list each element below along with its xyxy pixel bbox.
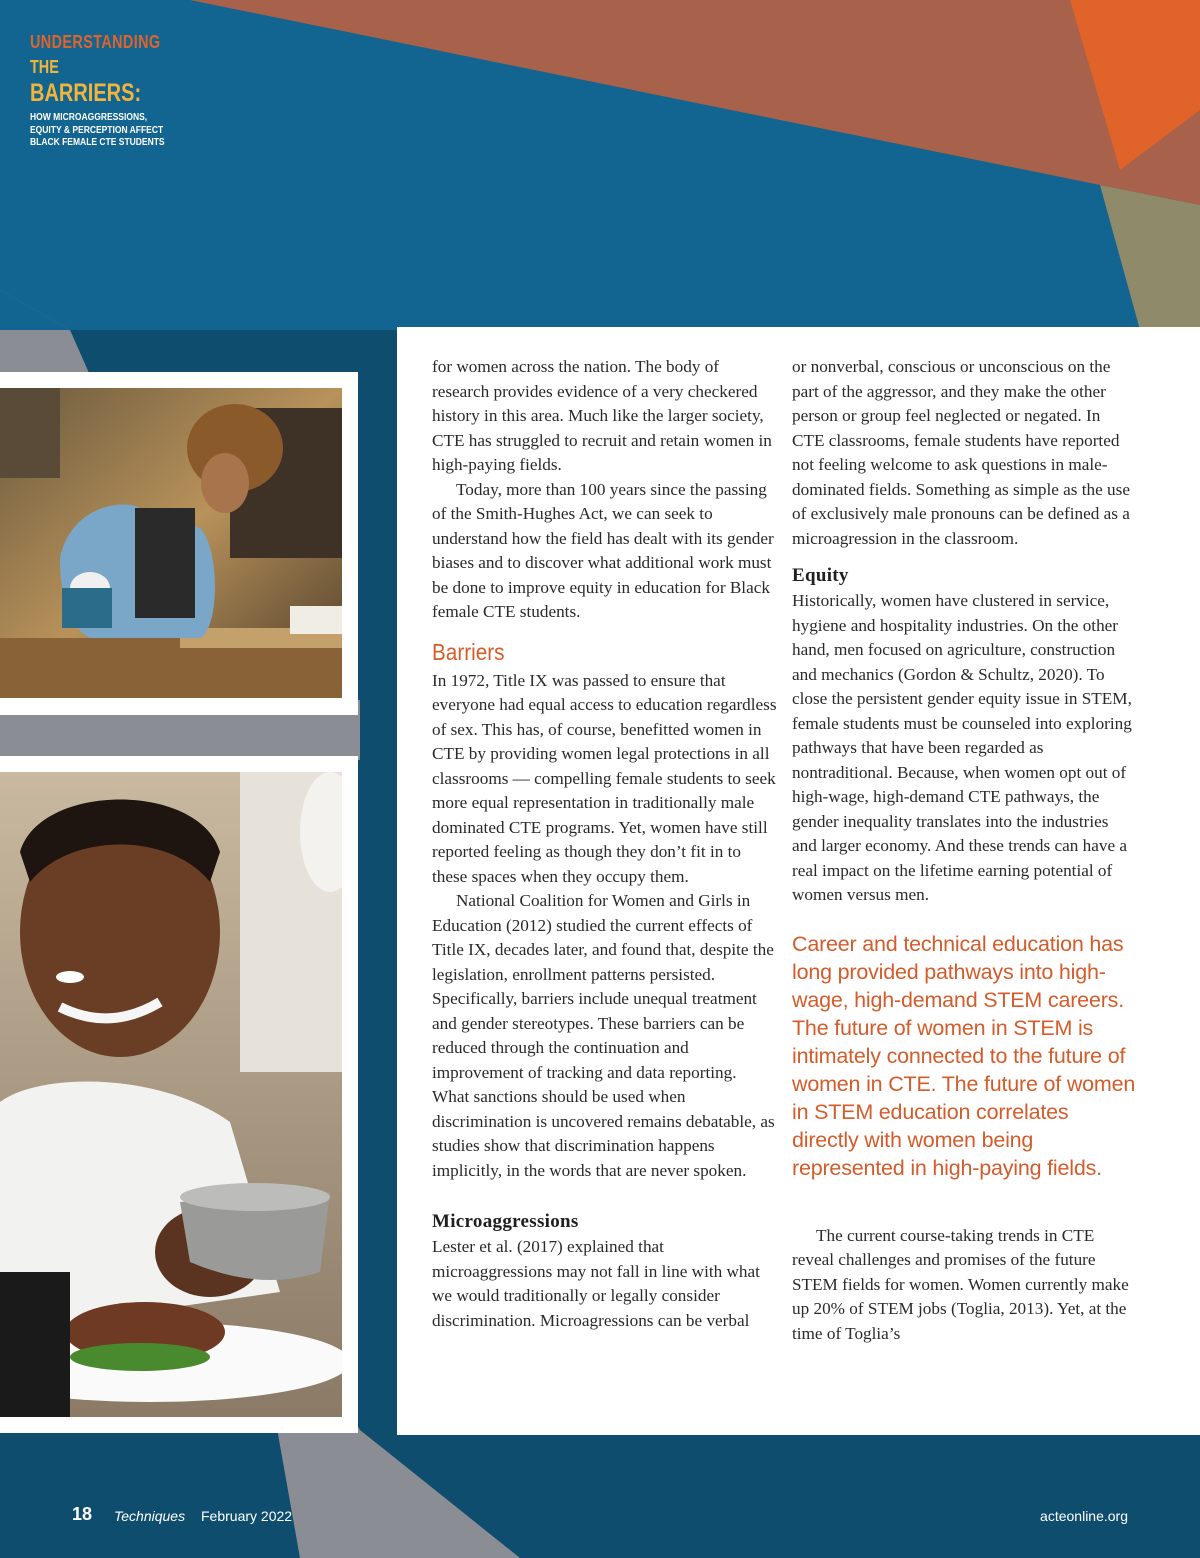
logo-subtitle: HOW MICROAGGRESSIONS, EQUITY & PERCEPTION AFFECT BLACK FEMALE CTE STUDENTS — [30, 112, 165, 148]
pull-quote: Career and technical education has long provided pathways into high-wage, high-demand STEM careers. The future of women in STEM is intimately connected to the future of women in CTE. The future of women in STEM education correlates directly with women being represented in high-paying fields. — [792, 931, 1136, 1180]
article-column-1 — [432, 355, 777, 1333]
paragraph: National Coalition for Women and Girls in Education (2012) studied the current effects of Title IX, decades later, and found that, despite the legislation, enrollment patterns persisted. Specifically, barriers include unequal treatment and gender stereotypes. These barriers can be reduced through the continuation and improvement of tracking and data reporting. What sanctions should be used when discrimination is uncovered remains debatable, as studies show that discrimination happens implicitly, in the words that are never spoken. — [432, 891, 775, 1180]
paragraph: Today, more than 100 years since the passing of the Smith-Hughes Act, we can seek to understand how the field has dealt with its gender biases and to discover what additional work must be done to improve equity in education for Black female CTE students. — [432, 479, 774, 621]
logo-word-barriers: BARRIERS: — [30, 79, 142, 107]
paragraph: for women across the nation. The body of research provides evidence of a very checkered history in this area. Much like the larger society, CTE has struggled to recruit and retain women in high-paying fields. — [432, 357, 772, 474]
section-heading-equity: Equity — [792, 565, 849, 586]
logo-word-the: THE — [30, 57, 59, 77]
page-number: 18 — [72, 1504, 93, 1524]
paragraph: Historically, women have clustered in service, hygiene and hospitality industries. On the other hand, men focused on agriculture, construction and mechanics (Gordon & Schultz, 2020). To close the persistent gender equity issue in STEM, female students must be counseled into exploring pathways that have been regarded as nontraditional. Because, when women opt out of high-wage, high-demand CTE pathways, the gender inequality translates into the industries and larger economy. And these trends can have a real impact on the lifetime earning potential of women versus men. — [792, 591, 1132, 904]
section-heading-microaggressions: Microaggressions — [432, 1211, 579, 1232]
page-footer — [0, 1500, 1200, 1530]
series-logo — [30, 32, 200, 150]
paragraph: or nonverbal, conscious or unconscious on the part of the aggressor, and they make the other person or group feel neglected or negated. In CTE classrooms, female students have reported not feeling welcome to ask questions in male-dominated fields. Something as simple as the use of exclusively male pronouns can be defined as a microagression in the classroom. — [792, 357, 1130, 548]
paragraph: The current course-taking trends in CTE reveal challenges and promises of the future STEM fields for women. Women currently make up 20% of STEM jobs (Toglia, 2013). Yet, at the time of Toglia’s — [792, 1225, 1129, 1343]
article-column-2 — [792, 355, 1137, 1346]
chef-plating-steak-photo — [0, 772, 342, 1417]
paragraph: Lester et al. (2017) explained that microaggressions may not fall in line with what we would traditionally or legally consider discrimination. Microagressions can be verbal — [432, 1237, 760, 1330]
paragraph: In 1972, Title IX was passed to ensure that everyone had equal access to education regardless of sex. This has, of course, benefitted women in CTE by providing women legal protections in all classrooms — compelling female students to seek more equal representation in traditionally male dominated CTE programs. Yet, women have still reported feeling as though they don’t fit in to these spaces when they occupy them. — [432, 670, 777, 886]
section-heading-barriers: Barriers — [432, 638, 505, 665]
logo-line-understanding: UNDERSTANDING — [30, 32, 161, 52]
magazine-name: Techniques — [114, 1508, 186, 1524]
woman-using-jigsaw-photo — [0, 388, 342, 698]
website-link[interactable]: acteonline.org — [1040, 1508, 1128, 1524]
logo-line-barriers — [30, 52, 166, 106]
issue-date: February 2022 — [201, 1508, 293, 1524]
